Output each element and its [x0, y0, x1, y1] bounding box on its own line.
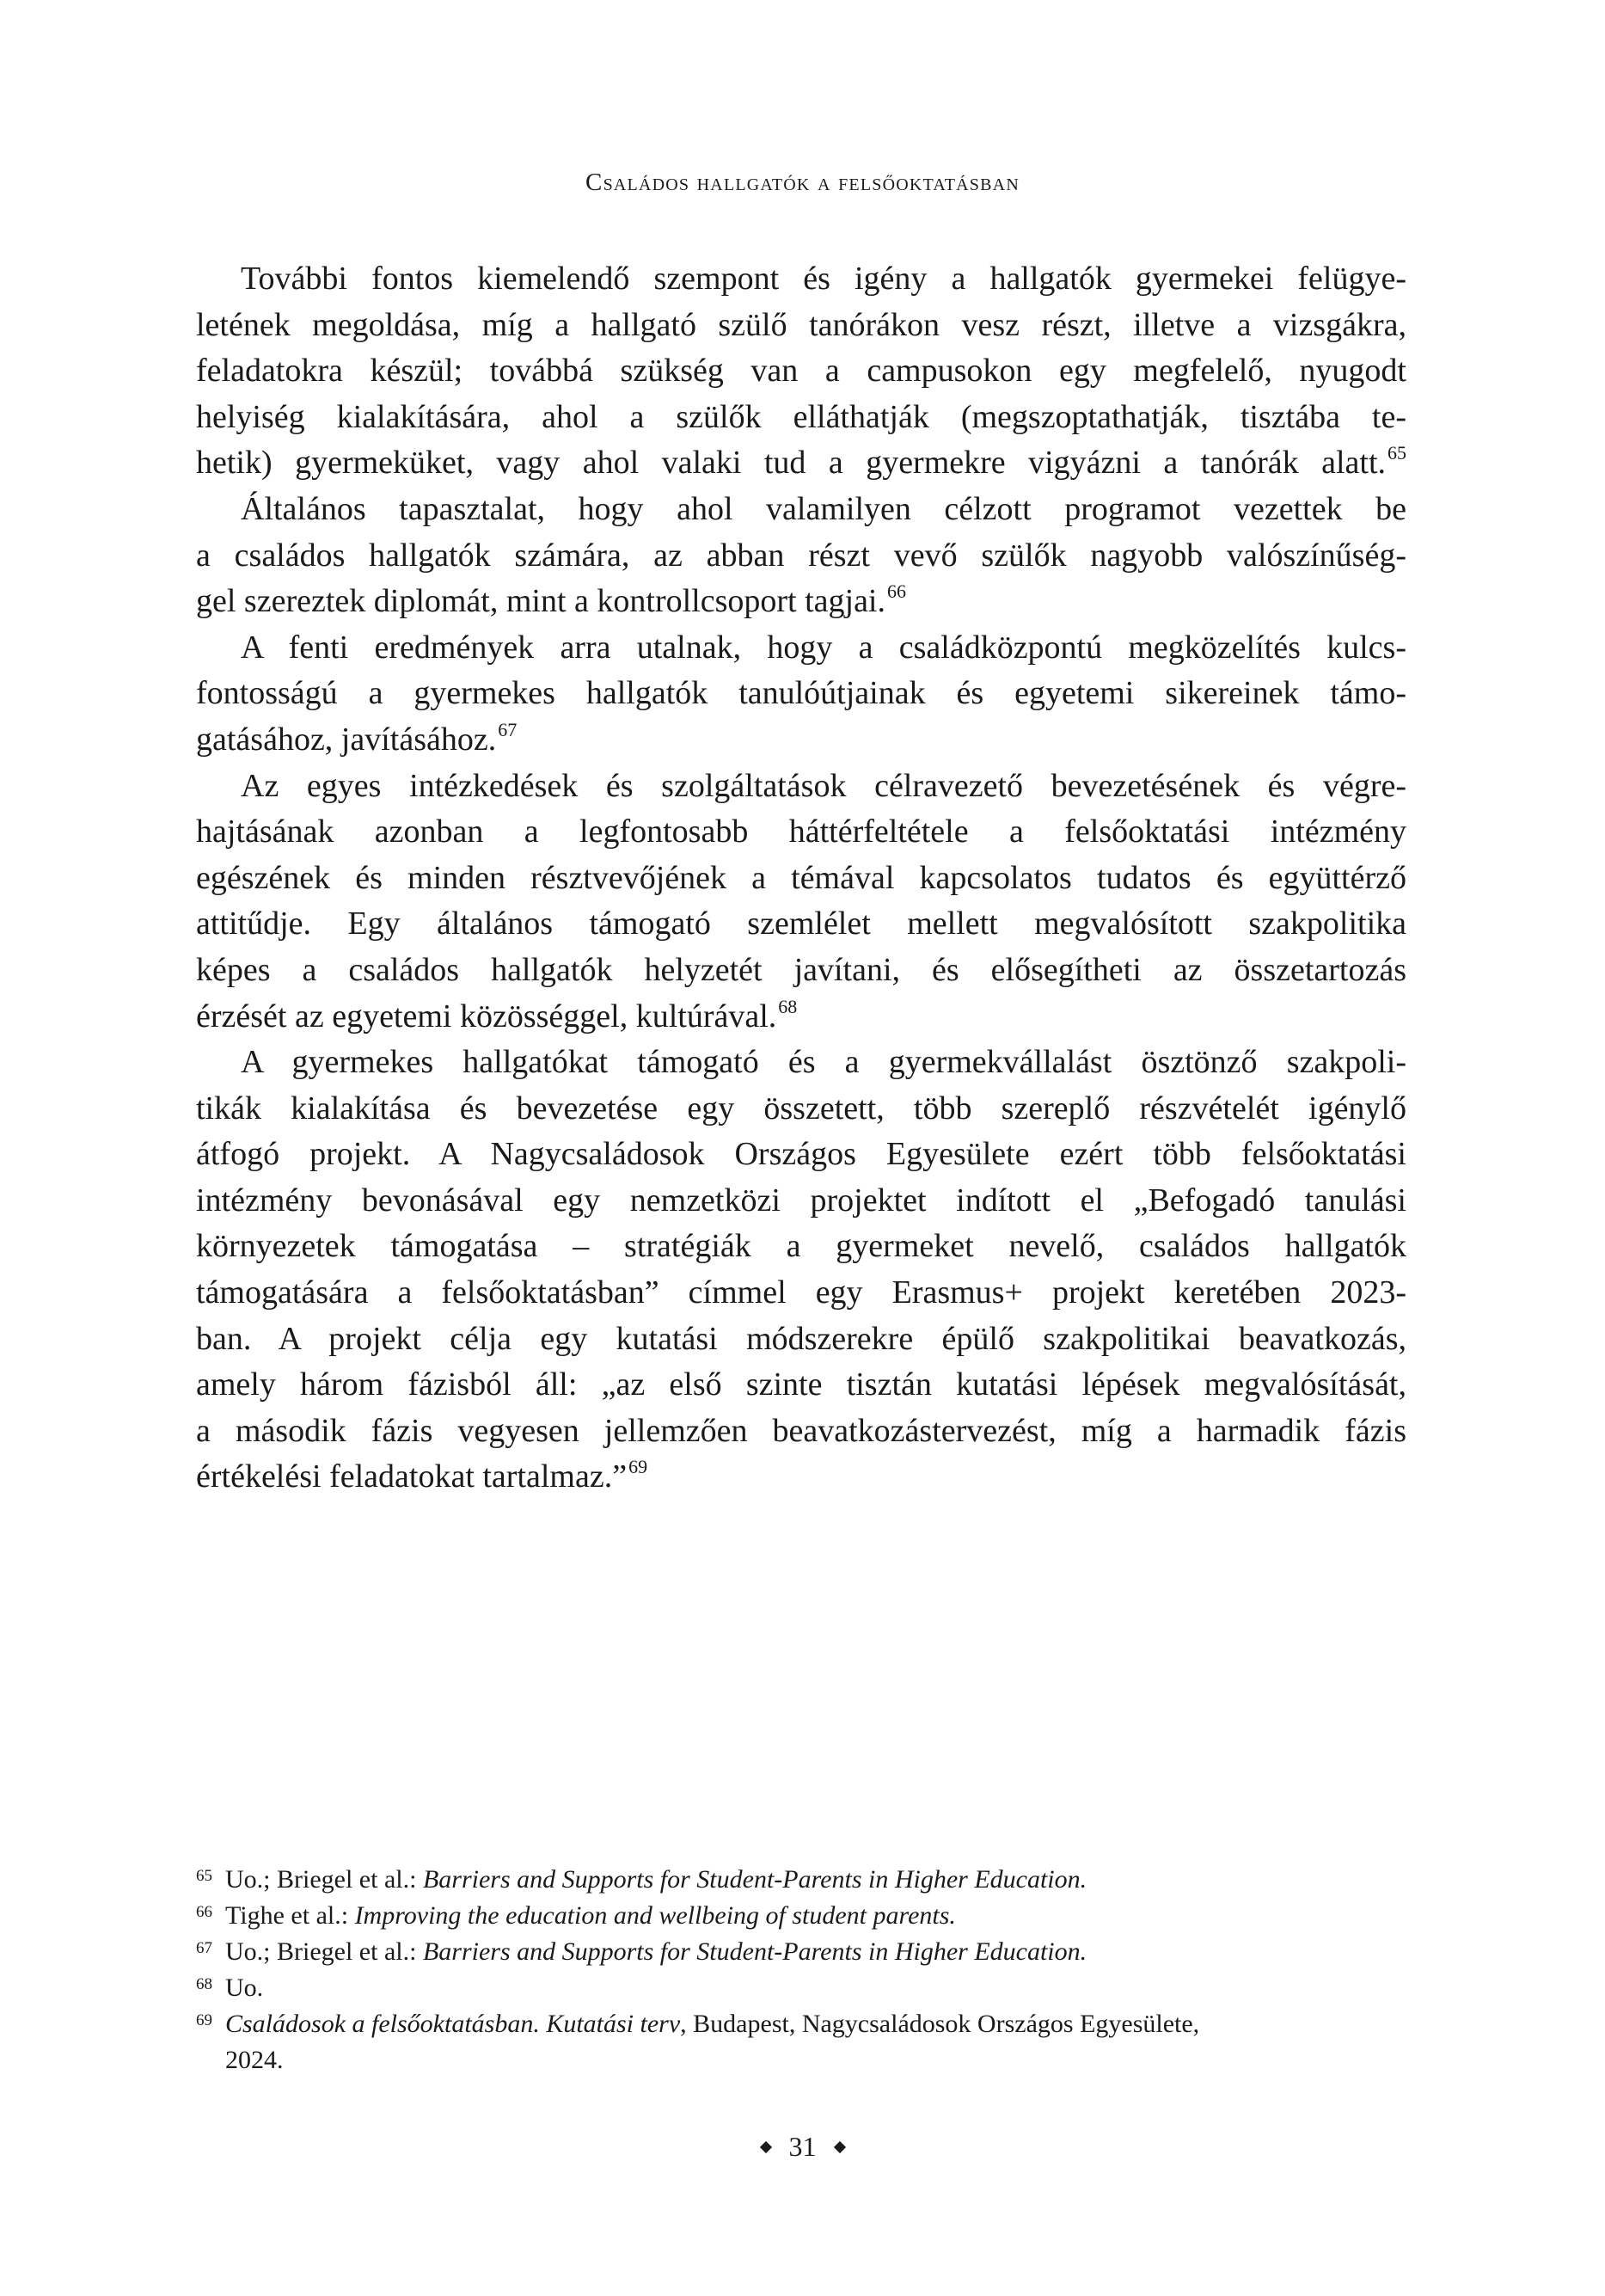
text-line: környezetek támogatása – stratégiák a gyermeket nevelő, családos hallgatók — [196, 1228, 1406, 1265]
text-line: egészének és minden résztvevőjének a témával kapcsolatos tudatos és együttérző — [196, 859, 1406, 896]
text-line: hajtásának azonban a legfontosabb háttérfeltétele a felsőoktatási intézmény — [196, 813, 1406, 850]
text-line: ban. A projekt célja egy kutatási módszerekre épülő szakpolitikai beavatkozás, — [196, 1320, 1406, 1357]
footnote-text: Uo.; Briegel et al.: — [225, 1937, 423, 1966]
paragraph — [196, 1040, 1406, 1501]
footnote-number: 65 — [196, 1867, 212, 1885]
footnote-ref[interactable]: 68 — [778, 995, 798, 1017]
text-line-content: hetik) gyermeküket, vagy ahol valaki tud a gyermekre vigyázni a tanórák alatt. — [196, 445, 1386, 482]
footnote — [196, 1934, 1406, 1970]
text-line: attitűdje. Egy általános támogató szemlélet mellett megvalósított szakpolitika — [196, 906, 1406, 942]
text-line: a családos hallgatók számára, az abban részt vevő szülők nagyobb valószínűség- — [196, 537, 1406, 574]
bullet-diamond-icon — [833, 2141, 845, 2153]
text-line: képes a családos hallgatók helyzetét javítani, és elősegítheti az összetartozás — [196, 951, 1406, 988]
paragraph — [196, 256, 1406, 487]
text-line: További fontos kiemelendő szempont és igény a hallgatók gyermekei felügye- — [241, 261, 1406, 297]
footnote — [196, 1898, 1406, 1934]
footnote-text: , Budapest, Nagycsaládosok Országos Egyesülete, — [680, 2010, 1200, 2038]
footnote-ref[interactable]: 67 — [498, 718, 518, 740]
bullet-diamond-icon — [759, 2141, 771, 2153]
footnote-text: Uo.; Briegel et al.: — [225, 1865, 423, 1894]
text-line: tikák kialakítása és bevezetése egy összetett, több szereplő részvételét igénylő — [196, 1090, 1406, 1127]
footnote-text: Uo. — [225, 1974, 264, 2002]
footnote-ref[interactable]: 65 — [1388, 442, 1406, 464]
text-line: a második fázis vegyesen jellemzően beavatkozástervezést, míg a harmadik fázis — [196, 1412, 1406, 1449]
page-number — [0, 2131, 1605, 2163]
paragraph — [196, 764, 1406, 1041]
footnote-title: Családosok a felsőoktatásban. Kutatási terv — [225, 2010, 681, 2038]
text-line: Általános tapasztalat, hogy ahol valamilyen célzott programot vezettek be — [241, 490, 1406, 527]
body-text — [196, 256, 1406, 1501]
footnote-continuation: 2024. — [225, 2046, 284, 2074]
text-line-content: gel szereztek diplomát, mint a kontrollcsoport tagjai. — [196, 583, 885, 620]
footnote-title: Barriers and Supports for Student-Parents in Higher Education. — [422, 1937, 1087, 1966]
footnote — [196, 1970, 1406, 2006]
text-line: amely három fázisból áll: „az első szinte tisztán kutatási lépések megvalósítását, — [196, 1366, 1406, 1403]
text-line: támogatására a felsőoktatásban” címmel egy Erasmus+ projekt keretében 2023- — [196, 1274, 1406, 1311]
footnote-text: Tighe et al.: — [225, 1901, 355, 1930]
footnotes — [196, 1862, 1406, 2078]
text-line — [196, 994, 1406, 1041]
footnote-number: 68 — [196, 1975, 212, 1993]
text-line: letének megoldása, míg a hallgató szülő tanórákon vesz részt, illetve a vizsgákra, — [196, 306, 1406, 343]
text-line — [196, 440, 1406, 487]
text-line: fontosságú a gyermekes hallgatók tanulóútjainak és egyetemi sikereinek támo- — [196, 675, 1406, 712]
text-line — [196, 579, 1406, 625]
text-line-content: érzését az egyetemi közösséggel, kultúrával. — [196, 998, 777, 1034]
text-line: átfogó projekt. A Nagycsaládosok Országos Egyesülete ezért több felsőoktatási — [196, 1136, 1406, 1173]
footnote — [196, 2006, 1406, 2042]
footnote-number: 66 — [196, 1903, 212, 1921]
page-number-value: 31 — [788, 2131, 817, 2162]
text-line: A gyermekes hallgatókat támogató és a gyermekvállalást ösztönző szakpoli- — [241, 1044, 1406, 1081]
footnote — [196, 1862, 1406, 1898]
footnote-ref[interactable]: 66 — [887, 580, 906, 603]
running-head: Családos hallgatók a felsőoktatásban — [585, 169, 1020, 196]
footnote-ref[interactable]: 69 — [628, 1456, 648, 1478]
text-line: helyiség kialakítására, ahol a szülők elláthatják (megszoptathatják, tisztába te- — [196, 398, 1406, 435]
text-line-content: gatásához, javításához. — [196, 721, 497, 758]
paragraph — [196, 625, 1406, 764]
text-line: intézmény bevonásával egy nemzetközi projektet indított el „Befogadó tanulási — [196, 1182, 1406, 1219]
footnote-title: Improving the education and wellbeing of student parents. — [354, 1901, 956, 1930]
text-line: Az egyes intézkedések és szolgáltatások célravezető bevezetésének és végre- — [241, 767, 1406, 804]
text-line — [196, 717, 1406, 764]
text-line-content: értékelési feladatokat tartalmaz.” — [196, 1458, 628, 1495]
text-line: A fenti eredmények arra utalnak, hogy a családközpontú megközelítés kulcs- — [241, 629, 1406, 666]
paragraph — [196, 487, 1406, 625]
text-line: feladatokra készül; továbbá szükség van a campusokon egy megfelelő, nyugodt — [196, 353, 1406, 390]
footnote-number: 67 — [196, 1939, 212, 1957]
text-line — [196, 1454, 1406, 1501]
footnote-number: 69 — [196, 2011, 212, 2029]
footnote-title: Barriers and Supports for Student-Parents in Higher Education. — [422, 1865, 1087, 1894]
